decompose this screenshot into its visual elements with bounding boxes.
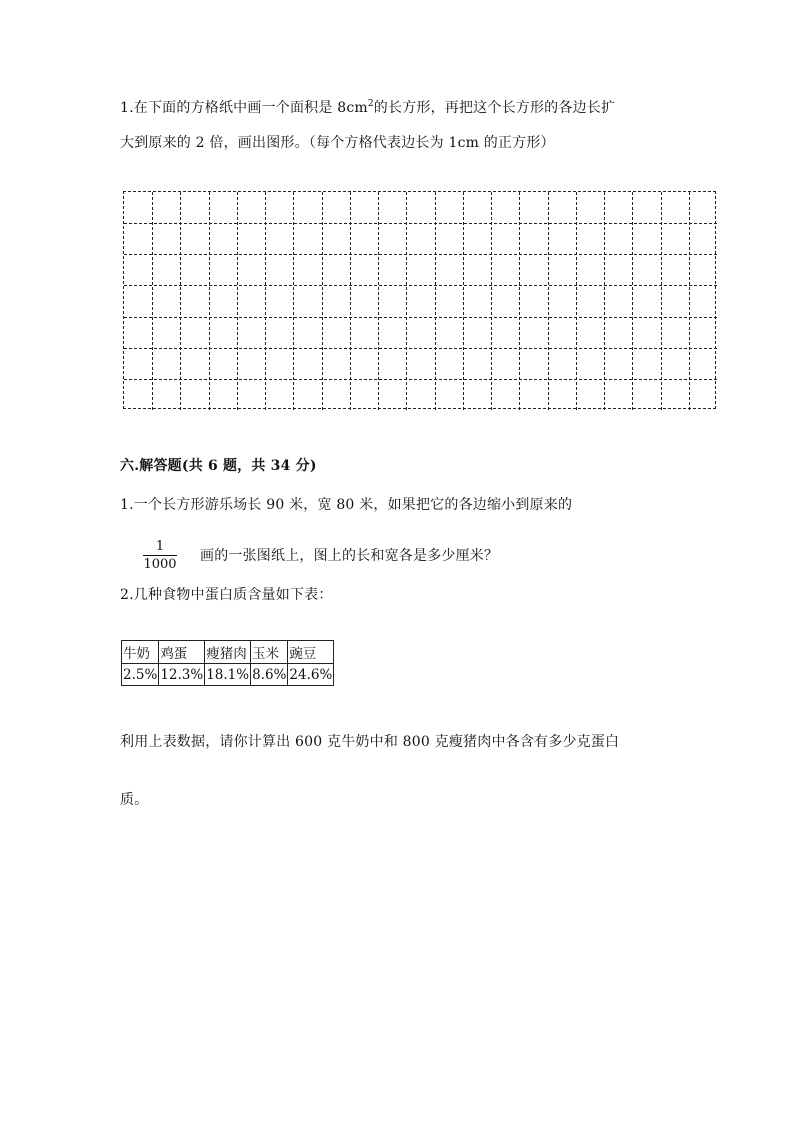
table-cell: 2.5%	[122, 664, 159, 686]
problem-2-question-line-1: 利用上表数据，请你计算出 600 克牛奶中和 800 克瘦猪肉中各含有多少克蛋白	[120, 734, 620, 750]
grid-lines	[124, 192, 717, 410]
problem-2-line-1: 2.几种食物中蛋白质含量如下表：	[120, 587, 333, 603]
problem-1-line-2: 画的一张图纸上，图上的长和宽各是多少厘米？	[200, 548, 499, 564]
table-header-row	[122, 641, 334, 664]
q1-line-1-text: 1.在下面的方格纸中画一个面积是 8cm	[120, 100, 368, 116]
protein-table	[121, 640, 334, 686]
fraction-denominator: 1000	[143, 557, 177, 572]
table-cell: 12.3%	[159, 664, 205, 686]
table-header-cell: 豌豆	[288, 641, 334, 664]
q1-line-1	[120, 99, 615, 117]
square-grid-paper[interactable]	[123, 191, 716, 409]
table-cell: 24.6%	[288, 664, 334, 686]
problem-2-question-line-2: 质。	[120, 792, 149, 808]
table-header-cell: 玉米	[251, 641, 288, 664]
table-cell: 8.6%	[251, 664, 288, 686]
table-header-cell: 鸡蛋	[159, 641, 205, 664]
table-header-cell: 牛奶	[122, 641, 159, 664]
q1-superscript: 2	[367, 99, 374, 109]
section-heading: 六.解答题(共 6 题，共 34 分)	[120, 458, 317, 474]
q1-line-1-text-end: 的长方形，再把这个长方形的各边长扩	[373, 100, 616, 116]
q1-line-2: 大到原来的 2 倍，画出图形。（每个方格代表边长为 1cm 的正方形）	[120, 135, 555, 151]
fraction-one-thousandth	[143, 540, 177, 572]
problem-1-line-1: 1.一个长方形游乐场长 90 米，宽 80 米，如果把它的各边缩小到原来的	[120, 497, 573, 513]
table-row	[122, 664, 334, 686]
fraction-numerator: 1	[143, 540, 177, 556]
table-cell: 18.1%	[205, 664, 251, 686]
table-header-cell: 瘦猪肉	[205, 641, 251, 664]
